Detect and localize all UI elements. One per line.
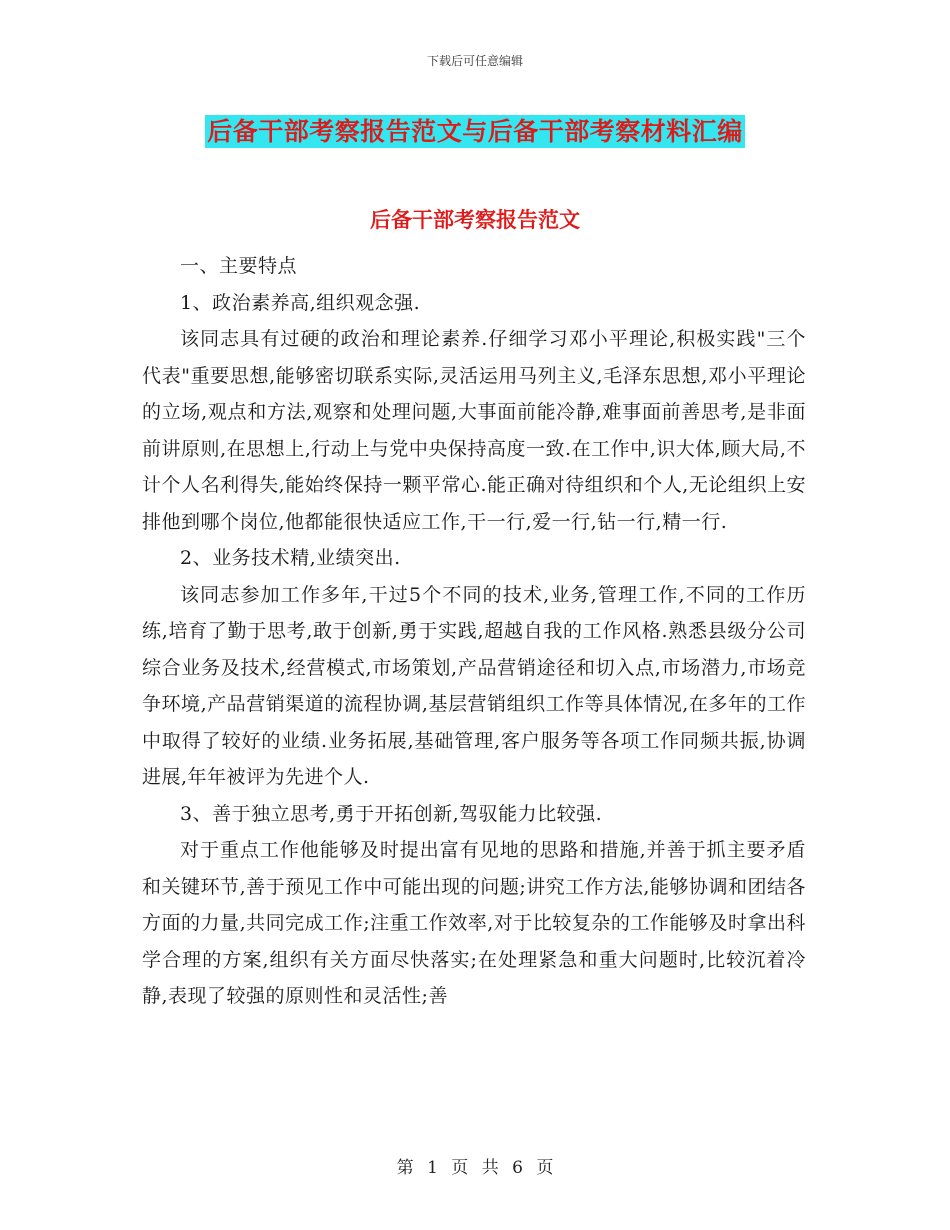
body-paragraph-3: 对于重点工作他能够及时提出富有见地的思路和措施,并善于抓主要矛盾和关键环节,善于预见工作中可能出现的问题;讲究工作方法,能够协调和团结各方面的力量,共同完成工作;注重工作效率,对于比较复杂的工作能够及时拿出科学合理的方案,组织有关方面尽快落实;在处理紧急和重大问题时,比较沉着冷静,表现了较强的原则性和灵活性;善 — [142, 839, 806, 1007]
page-number-footer: 第 1 页 共 6 页 — [396, 1158, 554, 1178]
document-subtitle: 后备干部考察报告范文 — [370, 208, 580, 232]
point-heading-3: 3、善于独立思考,勇于开拓创新,驾驭能力比较强. — [180, 802, 603, 825]
document-body — [142, 248, 806, 1015]
section-heading: 一、主要特点 — [180, 255, 298, 277]
document-title — [0, 112, 950, 148]
body-paragraph-2: 该同志参加工作多年,干过5个不同的技术,业务,管理工作,不同的工作历练,培育了勤于思考,敢于创新,勇于实践,超越自我的工作风格.熟悉县级分公司综合业务及技术,经营模式,市场策划,产品营销途径和切入点,市场潜力,市场竞争环境,产品营销渠道的流程协调,基层营销组织工作等具体情况,在多年的工作中取得了较好的业绩.业务拓展,基础管理,客户服务等各项工作同频共振,协调进展,年年被评为先进个人. — [142, 583, 806, 788]
body-paragraph-1: 该同志具有过硬的政治和理论素养.仔细学习邓小平理论,积极实践"三个代表"重要思想,能够密切联系实际,灵活运用马列主义,毛泽东思想,邓小平理论的立场,观点和方法,观察和处理问题,大事面前能冷静,难事面前善思考,是非面前讲原则,在思想上,行动上与党中央保持高度一致.在工作中,识大体,顾大局,不计个人名利得失,能始终保持一颗平常心.能正确对待组织和个人,无论组织上安排他到哪个岗位,他都能很快适应工作,干一行,爱一行,钻一行,精一行. — [142, 328, 806, 533]
page-header-note: 下载后可任意编辑 — [426, 54, 523, 68]
point-heading-1: 1、政治素养高,组织观念强. — [180, 291, 421, 314]
document-title-text: 后备干部考察报告范文与后备干部考察材料汇编 — [207, 117, 743, 146]
point-heading-2: 2、业务技术精,业绩突出. — [180, 547, 401, 569]
